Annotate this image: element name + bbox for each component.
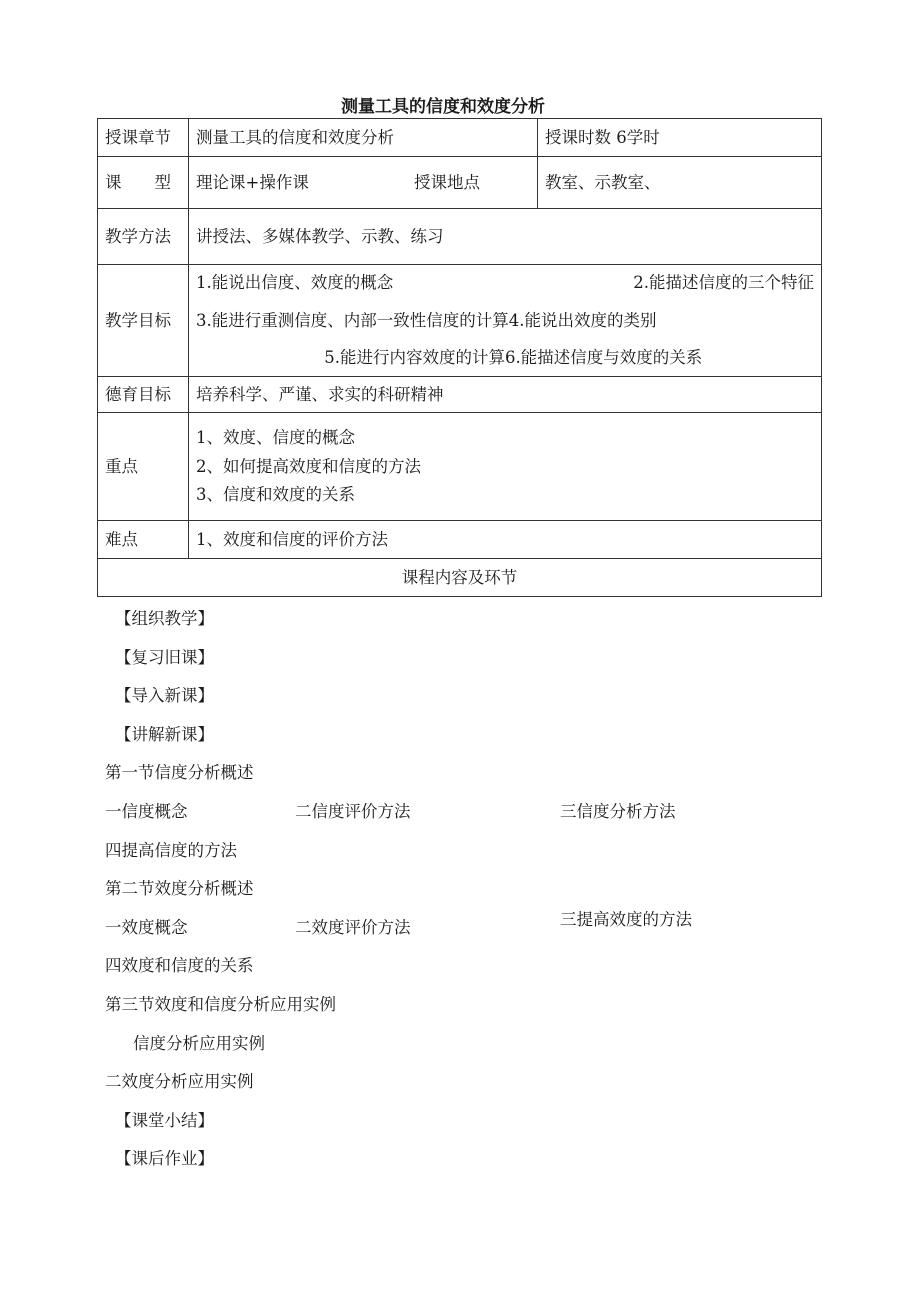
- lesson-plan-table: [97, 118, 822, 597]
- summary-heading: 【课堂小结】: [115, 1110, 214, 1130]
- page-title: 测量工具的信度和效度分析: [341, 97, 545, 117]
- key-point: 2、如何提高效度和信度的方法: [196, 456, 421, 476]
- lesson-body: [105, 600, 805, 1179]
- chapter-label: 授课章节: [98, 119, 189, 157]
- moral-label: 德育目标: [98, 377, 189, 413]
- hours-cell: [538, 119, 822, 157]
- explain-heading: 【讲解新课】: [115, 724, 214, 744]
- row-content-header: [98, 559, 822, 597]
- key-cell: [189, 413, 822, 521]
- goal-item: 3.能进行重测信度、内部一致性信度的计算: [196, 310, 509, 330]
- location-value: 教室、示教室、: [538, 157, 822, 209]
- section-3-title: 第三节效度和信度分析应用实例: [105, 994, 336, 1014]
- row-difficulty: [98, 521, 822, 559]
- moral-value: 培养科学、严谨、求实的科研精神: [189, 377, 822, 413]
- introduce-heading: 【导入新课】: [115, 686, 214, 706]
- difficulty-value: 1、效度和信度的评价方法: [189, 521, 822, 559]
- section-item: 四提高信度的方法: [105, 840, 237, 860]
- section-1-row: [105, 793, 805, 832]
- section-item: 二信度评价方法: [295, 801, 411, 821]
- type-cell: [189, 157, 538, 209]
- location-label: 授课地点: [414, 172, 480, 192]
- goal-item: 1.能说出信度、效度的概念: [196, 272, 394, 292]
- goals-label: 教学目标: [98, 265, 189, 377]
- row-goals: [98, 265, 822, 377]
- goal-item-combined: [196, 311, 814, 331]
- hours-value: 6学时: [616, 127, 660, 147]
- goal-item: 6.能描述信度与效度的关系: [505, 348, 703, 368]
- goal-item: 5.能进行内容效度的计算: [324, 348, 505, 368]
- section-item: 四效度和信度的关系: [105, 956, 254, 976]
- section-item: 三提高效度的方法: [560, 909, 692, 929]
- method-label: 教学方法: [98, 209, 189, 265]
- key-label: 重点: [98, 413, 189, 521]
- method-value: 讲授法、多媒体教学、示教、练习: [189, 209, 822, 265]
- type-value: 理论课+操作课: [196, 172, 309, 192]
- review-heading: 【复习旧课】: [115, 647, 214, 667]
- type-label: 课 型: [98, 157, 189, 209]
- chapter-value: 测量工具的信度和效度分析: [189, 119, 538, 157]
- goals-cell: [189, 265, 822, 377]
- content-header: 课程内容及环节: [98, 559, 822, 597]
- difficulty-label: 难点: [98, 521, 189, 559]
- goal-item: 2.能描述信度的三个特征: [633, 272, 814, 292]
- section-2-row: [105, 909, 805, 948]
- section-1-title: 第一节信度分析概述: [105, 763, 254, 783]
- organize-heading: 【组织教学】: [115, 609, 214, 628]
- hours-label: 授课时数: [545, 127, 611, 147]
- row-key: [98, 413, 822, 521]
- section-item: 一效度概念: [105, 917, 188, 937]
- homework-heading: 【课后作业】: [115, 1149, 214, 1169]
- goal-item: 4.能说出效度的类别: [508, 310, 657, 330]
- section-item: 二效度评价方法: [295, 917, 411, 937]
- section-item: 三信度分析方法: [560, 801, 676, 821]
- section-item: 信度分析应用实例: [133, 1033, 265, 1053]
- row-type: [98, 157, 822, 209]
- section-2-title: 第二节效度分析概述: [105, 879, 254, 899]
- key-point: 1、效度、信度的概念: [196, 427, 355, 447]
- row-chapter: [98, 119, 822, 157]
- row-moral: [98, 377, 822, 413]
- row-method: [98, 209, 822, 265]
- section-item: 一信度概念: [105, 801, 188, 821]
- section-item: 二效度分析应用实例: [105, 1072, 254, 1092]
- key-point: 3、信度和效度的关系: [196, 485, 355, 505]
